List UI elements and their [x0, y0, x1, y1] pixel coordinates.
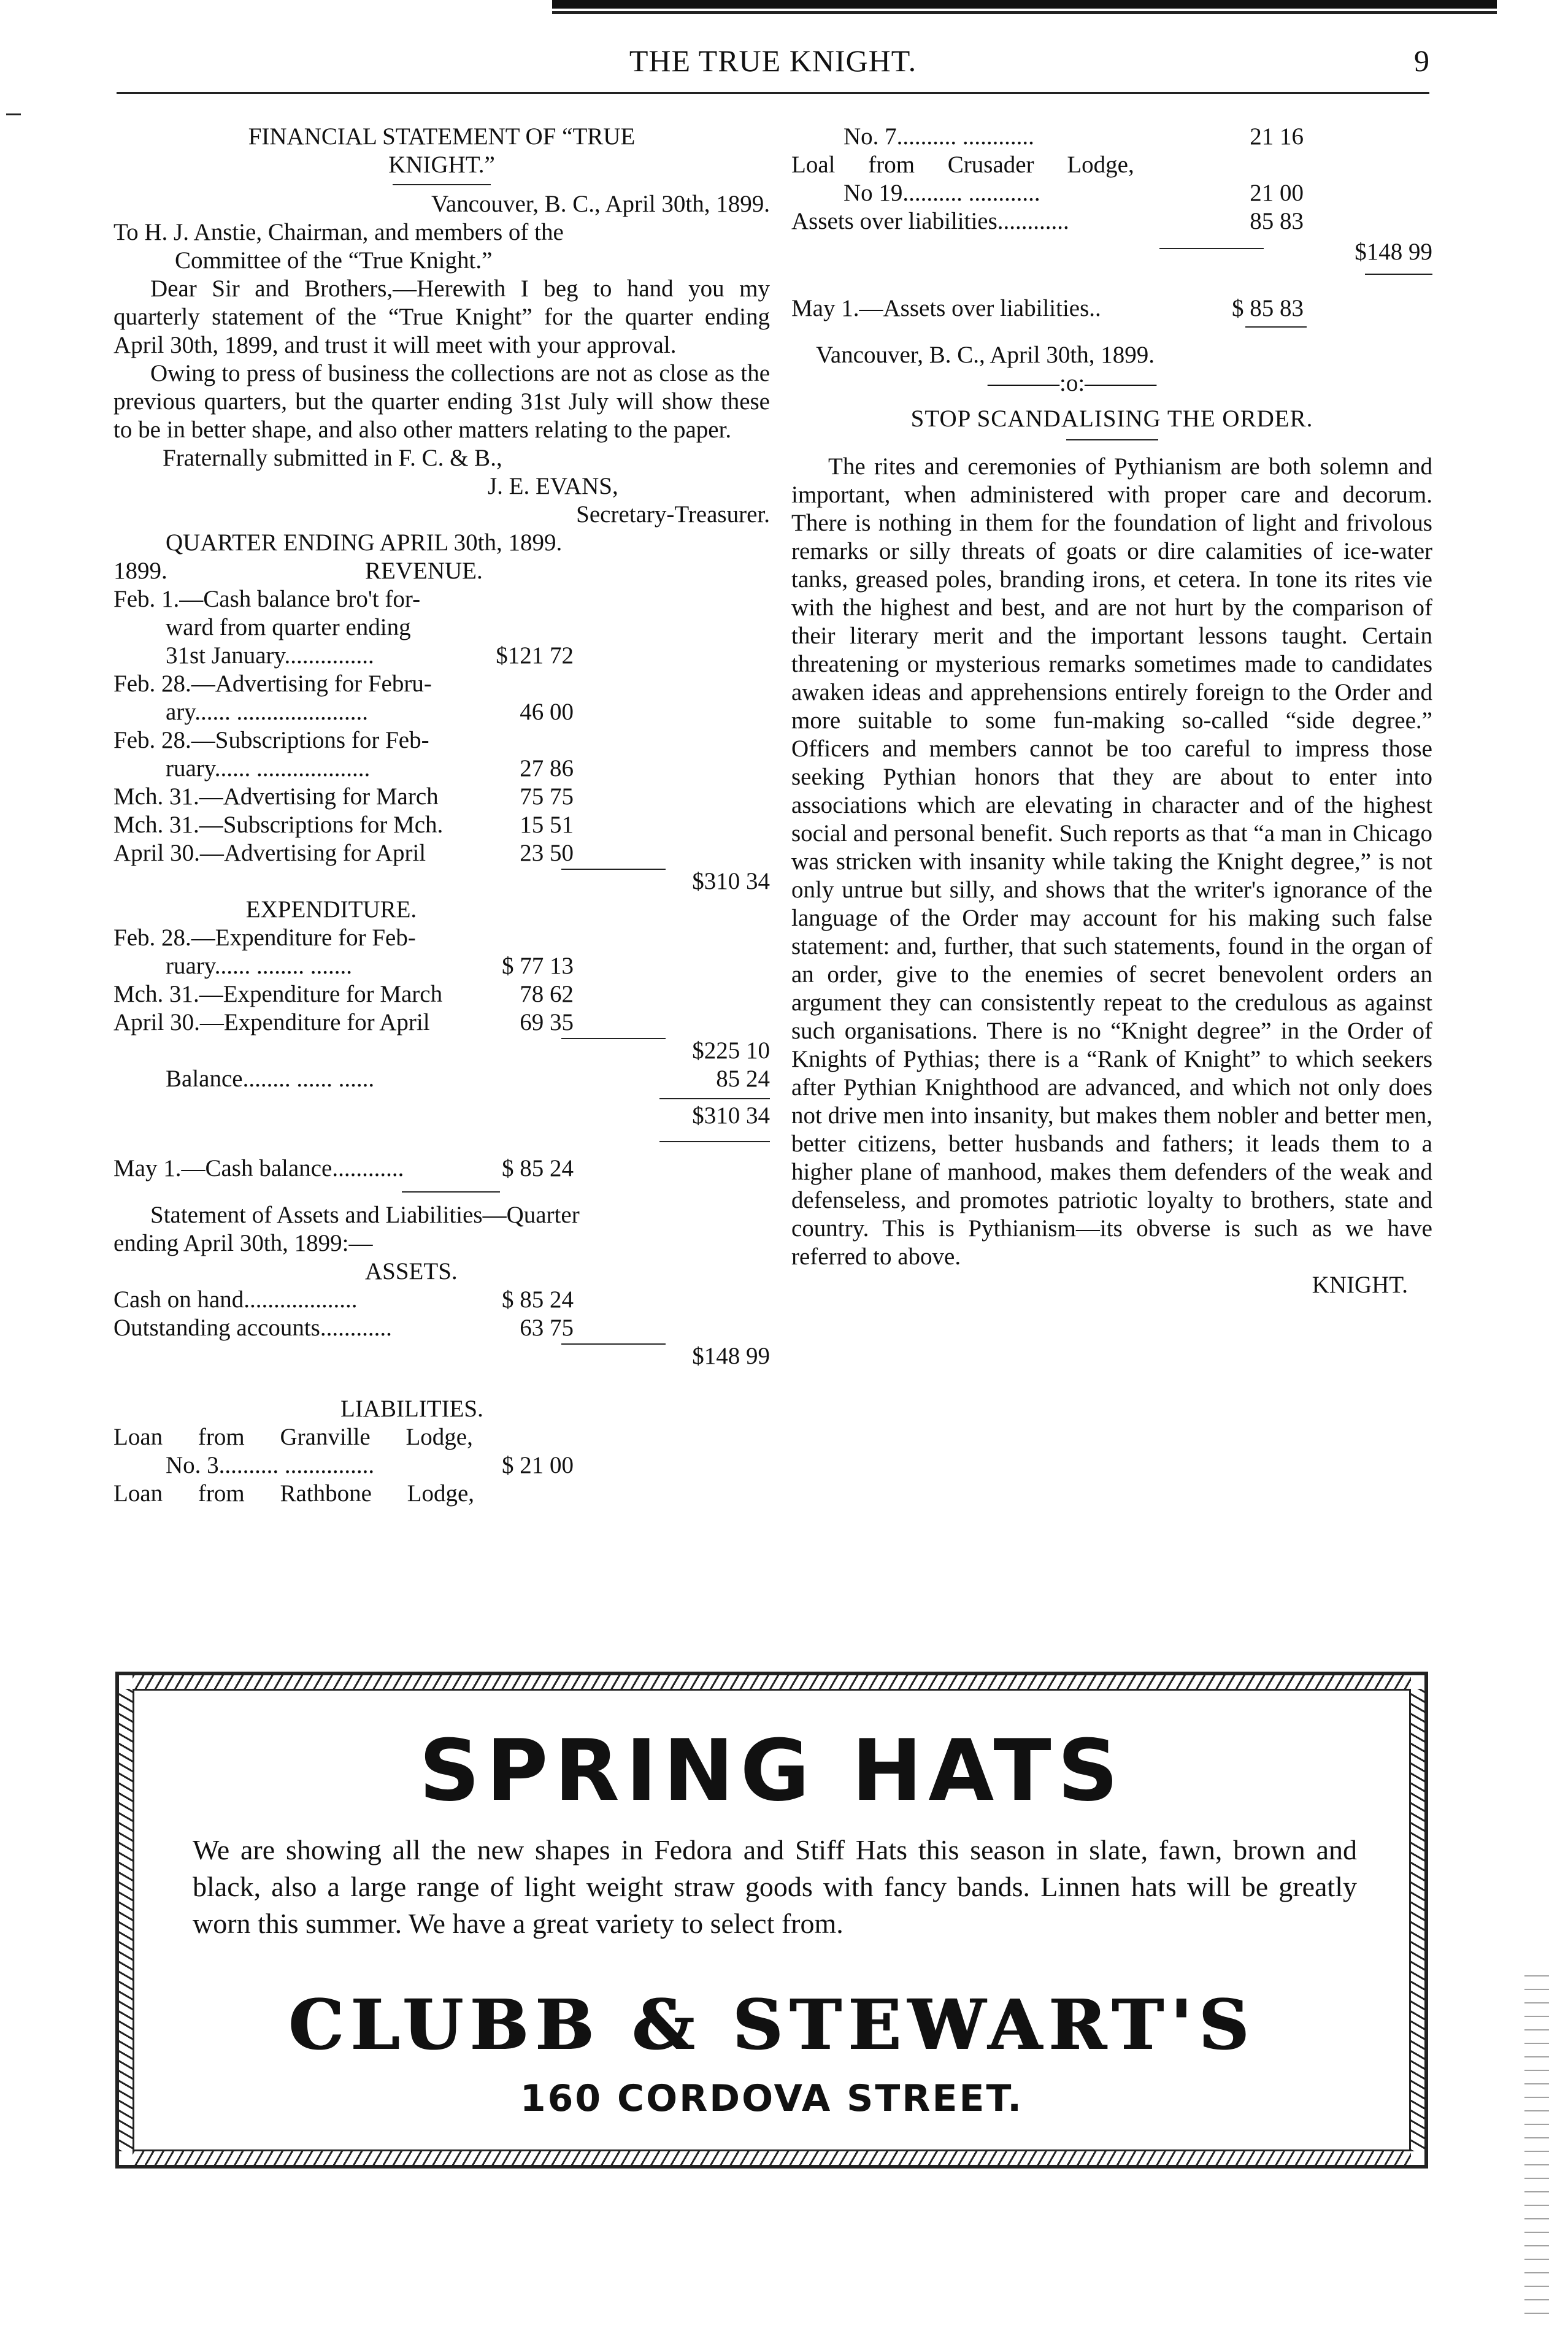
spacer	[791, 323, 1432, 341]
grand-total-row	[113, 1093, 770, 1130]
short-rule	[1066, 439, 1158, 440]
ledger-amount: $ 85 24	[502, 1155, 574, 1181]
ledger-label: ruary...... ........ .......	[166, 953, 353, 979]
ledger-row	[113, 726, 770, 755]
signer-name: J. E. EVANS,	[488, 473, 618, 499]
margin-mark	[6, 113, 21, 115]
may-assets-row	[791, 294, 1432, 323]
grand-total: $310 34	[692, 1102, 770, 1129]
ledger-label: May 1.—Assets over liabilities..	[791, 295, 1101, 321]
article-body: The rites and ceremonies of Pythianism are both solemn and important, when administered with proper care and decorum. There is nothing in them for the foundation of light and frivolous remarks or silly threats of goats or dire calamities of ice-water tanks, greased poles, branding irons, et cetera. In tone its rites vie with the highest and best, and are not hurt by the comparison of their literary merit and the important lessons taught. Certain threatening or mysterious remarks sometimes made to candidates awaken ideas and apprehensions entirely foreign to the Order and more suitable to some fun-making so-called “side degree.” Officers and members cannot be too careful to impress those seeking Pythian honors that they are about to enter into associations which are elevating in character and of the highest social and personal benefit. Such reports as that “a man in Chicago was stricken with insanity while taking the Knight degree,” is not only untrue but silly, and shows that the writer's ignorance of the language of the Order may account for his making such false statement: and, further, that such statements, found in the organ of an order, give to the enemies of secret benevolent orders an argument they can consistently repeat to the credulous as against such organisations. There is no “Knight degree” in the Order of Knights of Pythias; there is a “Rank of Knight” to which seekers after Pythian Knighthood are advanced, and which not only does not drive men into insanity, but makes them nobler and better men, better citizens, better husbands and fathers; it leads them to a higher plane of manhood, makes them defenders of the weak and defenseless, and promotes patriotic loyalty to brothers, state and country. This is Pythianism—its obverse is such as we have referred to above.	[791, 453, 1432, 1270]
address-line2: Committee of the “True Knight.”	[175, 247, 493, 274]
spacer	[113, 1130, 770, 1154]
article-title: STOP SCANDALISING THE ORDER.	[910, 405, 1313, 432]
ledger-label: ward from quarter ending	[166, 614, 411, 640]
ledger-label: 31st January...............	[166, 642, 374, 669]
ledger-row	[113, 783, 770, 811]
ledger-label: Loan from Granville Lodge,	[113, 1424, 473, 1450]
scan-noise	[1524, 1975, 1549, 2319]
revenue-total-row	[113, 867, 770, 896]
spacer	[791, 398, 1432, 405]
ledger-label: Feb. 28.—Expenditure for Feb-	[113, 924, 416, 951]
ledger-label: ary...... ......................	[166, 699, 369, 725]
liabilities-heading: LIABILITIES.	[340, 1396, 483, 1422]
ad-address: 160 CORDOVA STREET.	[520, 2077, 1024, 2120]
ledger-amount: $121 72	[496, 642, 574, 669]
expenditure-total-row	[113, 1037, 770, 1065]
expenditure-total: $225 10	[692, 1037, 770, 1064]
ledger-row	[113, 1423, 770, 1451]
statement-heading-line2: KNIGHT.”	[388, 152, 495, 178]
running-title: THE TRUE KNIGHT.	[629, 44, 917, 78]
ledger-label: Feb. 1.—Cash balance bro't for-	[113, 586, 421, 612]
ledger-label: Mch. 31.—Subscriptions for Mch.	[113, 812, 444, 838]
top-rule-thick	[552, 0, 1497, 9]
right-column	[791, 123, 1432, 1299]
ledger-row	[113, 952, 770, 980]
ledger-amount: $ 77 13	[502, 953, 574, 979]
ledger-row	[113, 1480, 770, 1508]
ledger-amount: 46 00	[520, 699, 574, 725]
statement-line1: Statement of Assets and Liabilities—Quarter	[150, 1202, 580, 1228]
ledger-label: Feb. 28.—Subscriptions for Feb-	[113, 727, 429, 753]
ledger-label: Loal from Crusader Lodge,	[791, 152, 1134, 178]
ledger-row	[113, 670, 770, 698]
ledger-label: Outstanding accounts............	[113, 1315, 392, 1341]
ledger-row	[113, 924, 770, 952]
assets-heading: ASSETS.	[365, 1258, 458, 1285]
assets-total: $148 99	[692, 1343, 770, 1369]
ledger-label: April 30.—Expenditure for April	[113, 1009, 430, 1035]
ledger-amount: 78 62	[520, 981, 574, 1007]
subtotal-rule	[659, 1141, 770, 1142]
ornamental-border-top	[133, 1675, 1411, 1689]
ledger-row	[113, 585, 770, 613]
ledger-row	[113, 1451, 770, 1480]
ledger-amount: 27 86	[520, 755, 574, 782]
subtotal-rule	[659, 1098, 770, 1099]
ledger-row	[113, 698, 770, 726]
ad-body: We are showing all the new shapes in Fedora and Stiff Hats this season in slate, fawn, brown and black, also a large range of light weight straw goods with fancy bands. Linnen hats will be greatly worn this summer. We have a great variety to select from.	[193, 1834, 1357, 1939]
ledger-label: April 30.—Advertising for April	[113, 840, 426, 866]
ledger-row	[113, 1314, 770, 1342]
ledger-label: Balance........ ...... ......	[166, 1066, 375, 1092]
statement-heading	[113, 123, 770, 179]
ledger-amount: $ 21 00	[502, 1452, 574, 1478]
year-label: 1899.	[113, 558, 167, 584]
ledger-label: Mch. 31.—Advertising for March	[113, 783, 439, 810]
ledger-amount: 23 50	[520, 840, 574, 866]
ledger-row	[791, 179, 1432, 207]
assets-total-row	[113, 1342, 770, 1370]
ledger-amount: 75 75	[520, 783, 574, 810]
liabilities-total-row	[791, 236, 1432, 266]
liabilities-total: $148 99	[1355, 239, 1432, 265]
subtotal-rule	[561, 869, 666, 870]
subtotal-rule	[561, 1038, 666, 1039]
revenue-total: $310 34	[692, 868, 770, 894]
page-number: 9	[1414, 44, 1429, 78]
balance-row	[113, 1065, 770, 1093]
ledger-label: No 19.......... ............	[844, 180, 1040, 206]
ledger-row	[113, 811, 770, 839]
ledger-label: Mch. 31.—Expenditure for March	[113, 981, 443, 1007]
ledger-amount: 21 16	[1250, 123, 1304, 150]
may-cash-row	[113, 1154, 770, 1183]
header-rule	[117, 92, 1429, 94]
ledger-row	[113, 839, 770, 867]
ledger-amount: $ 85 24	[502, 1286, 574, 1313]
revenue-heading: REVENUE.	[365, 558, 483, 584]
ledger-row	[791, 207, 1432, 236]
letter-closing: Fraternally submitted in F. C. & B.,	[163, 445, 502, 471]
ledger-label: No. 7.......... ............	[844, 123, 1034, 150]
ledger-row	[791, 151, 1432, 179]
ledger-amount: 21 00	[1250, 180, 1304, 206]
ledger-amount: 69 35	[520, 1009, 574, 1035]
ledger-row	[113, 1008, 770, 1037]
ledger-label: May 1.—Cash balance............	[113, 1155, 404, 1181]
letter-paragraph-1: Dear Sir and Brothers,—Herewith I beg to hand you my quarterly statement of the “True Knight” for the quarter ending April 30th, 1899, and trust it will meet with your approval.	[113, 275, 770, 358]
article-signature: KNIGHT.	[1312, 1272, 1408, 1298]
year-row	[113, 557, 770, 585]
short-rule	[1245, 326, 1307, 328]
ornamental-border-bottom	[133, 2151, 1411, 2165]
right-dateline: Vancouver, B. C., April 30th, 1899.	[816, 342, 1155, 368]
subtotal-rule	[1159, 248, 1264, 249]
left-column	[113, 123, 770, 1508]
signer-title: Secretary-Treasurer.	[576, 501, 770, 528]
ad-headline: SPRING HATS	[418, 1721, 1125, 1820]
expenditure-heading: EXPENDITURE.	[245, 896, 417, 923]
ledger-label: Loan from Rathbone Lodge,	[113, 1480, 475, 1507]
ledger-label: ruary...... ...................	[166, 755, 371, 782]
letter-paragraph-2: Owing to press of business the collections are not as close as the previous quarters, but the quarter ending 31st July will show these to be in better shape, and also other matters relating to the paper.	[113, 360, 770, 443]
ledger-row	[113, 613, 770, 642]
ledger-amount: 63 75	[520, 1315, 574, 1341]
quarter-heading: QUARTER ENDING APRIL 30th, 1899.	[166, 529, 563, 556]
ledger-label: No. 3.......... ...............	[166, 1452, 375, 1478]
ledger-row	[113, 642, 770, 670]
spacer	[113, 1370, 770, 1395]
spacer	[791, 266, 1432, 294]
short-rule	[402, 1191, 500, 1193]
hat-advertisement	[115, 1672, 1428, 2169]
ad-firm-name: CLUBB & STEWART'S	[288, 1985, 1256, 2065]
subtotal-rule	[1365, 274, 1432, 275]
ledger-label: Cash on hand...................	[113, 1286, 358, 1313]
ledger-row	[791, 123, 1432, 151]
dateline: Vancouver, B. C., April 30th, 1899.	[431, 191, 770, 217]
ledger-row	[113, 1286, 770, 1314]
top-rule-thin	[552, 11, 1497, 14]
ledger-row	[113, 755, 770, 783]
section-separator: ———:o:———	[988, 370, 1157, 396]
ledger-label: Feb. 28.—Advertising for Febru-	[113, 670, 432, 697]
statement-line2: ending April 30th, 1899:—	[113, 1230, 373, 1256]
ledger-amount: 85 24	[716, 1066, 770, 1092]
page-header	[117, 39, 1429, 82]
ledger-amount: 85 83	[1250, 208, 1304, 234]
ledger-amount: $ 85 83	[1232, 295, 1304, 321]
ledger-row	[113, 980, 770, 1008]
short-rule	[393, 184, 491, 185]
address-line1: To H. J. Anstie, Chairman, and members of the	[113, 219, 564, 245]
subtotal-rule	[561, 1343, 666, 1345]
statement-heading-line1: FINANCIAL STATEMENT OF “TRUE	[248, 123, 636, 150]
ledger-amount: 15 51	[520, 812, 574, 838]
ledger-label: Assets over liabilities............	[791, 208, 1069, 234]
